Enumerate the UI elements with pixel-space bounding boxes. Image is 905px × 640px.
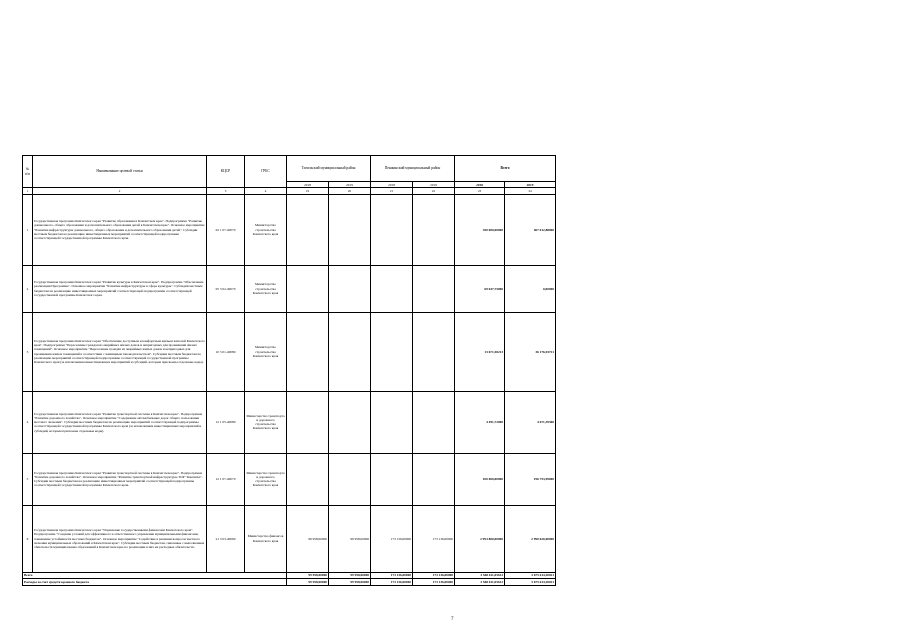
table-row	[23, 391, 556, 453]
row-penzhin-2018	[371, 391, 413, 453]
row-name: Государственная программа Камчатского края "Развитие транспортной системы в Камчатском крае". Подпрограмма "Развитие дорожного хозяйства". Основное мероприятие "Содержание автомобильных дорог общего пользования местного значения". Субсидии местным бюджетам на реализацию мероприятий соответствующей подпрограммы соответствующей государственной программы Камчатского края (за исключением инвестиционных мероприятий и субсидий, которым присвоены отдельные коды).	[33, 391, 207, 453]
row-total-2018: 13 671,58213	[455, 312, 505, 391]
row-tigil-2019	[329, 391, 371, 453]
row-total-2019: 36 176,93721	[505, 312, 556, 391]
col-number: 2	[33, 188, 207, 194]
row-kcsr: 02 1 07-40070	[207, 194, 245, 265]
row-penzhin-2019	[413, 391, 455, 453]
regional-all-2019: 3 675 614,20021	[505, 579, 556, 585]
row-number: 1	[23, 194, 33, 265]
row-total-2018: 69 647,75000	[455, 265, 505, 312]
header-penzhin: Пенжинский муниципальный район	[371, 156, 455, 182]
year-cell: 2018	[371, 182, 413, 188]
row-kcsr: 05 3 02-40070	[207, 265, 245, 312]
year-cell: 2018	[287, 182, 329, 188]
row-grbs: Министерство финансов Камчатского края	[245, 505, 287, 572]
row-tigil-2018	[287, 194, 329, 265]
row-total-2018: 350 000,00000	[455, 194, 505, 265]
header-grbs: ГРБС	[245, 156, 287, 188]
row-total-2018: 2 993 800,00000	[455, 505, 505, 572]
header-row	[23, 156, 556, 182]
row-grbs: Министерство строительства Камчатского края	[245, 194, 287, 265]
row-name: Государственная программа Камчатского края "Развитие транспортной системы в Камчатском крае". Подпрограмма "Развитие дорожного хозяйства". Основное мероприятие "Развитие транспортной инфраструктуры ТОР "Камчатка". Субсидии местным бюджетам на реализацию инвестиционных мероприятий соответствующей подпрограммы соответствующей государственной программы Камчатского края.	[33, 453, 207, 505]
regional-penzhin-2019: 173 136,00000	[413, 579, 455, 585]
row-grbs: Министерство транспорта и дорожного строительства Камчатского края	[245, 453, 287, 505]
row-tigil-2018	[287, 312, 329, 391]
row-name: Государственная программа Камчатского края "Развитие образования в Камчатском крае". Подпрограмма "Развитие дошкольного, общего образования и дополнительного образования детей в Камчатском крае". Основное мероприятие "Развитие инфраструктуры дошкольного, общего образования и дополнительного образования детей". Субсидии местным бюджетам на реализацию инвестиционных мероприятий соответствующей подпрограммы соответствующей государственной программы Камчатского края.	[33, 194, 207, 265]
row-penzhin-2019	[413, 265, 455, 312]
table-row	[23, 265, 556, 312]
row-total-2019: 2 990 620,00000	[505, 505, 556, 572]
row-kcsr: 21 3 03-40060	[207, 505, 245, 572]
regional-tigil-2018: 99 958,00000	[287, 579, 329, 585]
header-total: Всего	[455, 156, 556, 182]
row-penzhin-2018: 173 136,00000	[371, 505, 413, 572]
total-penzhin-2019: 173 136,00000	[413, 572, 455, 578]
row-kcsr: 10 3 01-40080	[207, 312, 245, 391]
total-all-2018: 3 568 611,05613	[455, 572, 505, 578]
col-number: 1	[23, 188, 33, 194]
row-penzhin-2018	[371, 194, 413, 265]
row-number: 2	[23, 265, 33, 312]
row-total-2019: 467 012,88000	[505, 194, 556, 265]
col-number: 22	[413, 188, 455, 194]
row-grbs: Министерство транспорта и дорожного строительства Камчатского края	[245, 391, 287, 453]
budget-sheet	[22, 155, 555, 586]
row-penzhin-2018	[371, 265, 413, 312]
row-grbs: Министерство строительства Камчатского края	[245, 312, 287, 391]
row-number: 6	[23, 505, 33, 572]
col-number: 24	[505, 188, 556, 194]
row-tigil-2019	[329, 265, 371, 312]
year-cell: 2019	[413, 182, 455, 188]
row-total-2018: 100 000,00000	[455, 453, 505, 505]
row-tigil-2019	[329, 312, 371, 391]
row-total-2019: 0,00000	[505, 265, 556, 312]
regional-penzhin-2018: 173 136,00000	[371, 579, 413, 585]
col-number: 20	[329, 188, 371, 194]
row-tigil-2018	[287, 265, 329, 312]
row-number: 3	[23, 312, 33, 391]
header-num: № п/п	[23, 156, 33, 188]
table-row	[23, 453, 556, 505]
table-row	[23, 312, 556, 391]
col-number: 23	[455, 188, 505, 194]
col-number: 4	[245, 188, 287, 194]
row-kcsr: 12 1 05-40080	[207, 391, 245, 453]
row-total-2019: 196 753,99000	[505, 453, 556, 505]
row-tigil-2018	[287, 453, 329, 505]
year-cell: 2018	[455, 182, 505, 188]
total-tigil-2019: 99 958,00000	[329, 572, 371, 578]
col-number: 19	[287, 188, 329, 194]
row-tigil-2019: 99 958,00000	[329, 505, 371, 572]
budget-table	[22, 155, 556, 586]
row-tigil-2019	[329, 453, 371, 505]
table-row	[23, 505, 556, 572]
header-kcsr: КЦСР	[207, 156, 245, 188]
row-name: Государственная программа Камчатского края "Обеспечение доступным и комфортным жильем жителей Камчатского края". Подпрограмма "Переселение граждан из аварийных жилых домов и непригодных для проживания жилых помещений". Основное мероприятие "Переселение граждан из аварийных жилых домов и непригодных для проживания жилых помещений в соответствии с жилищным законодательством". Субсидии местным бюджетам на реализацию мероприятий соответствующей подпрограммы соответствующей государственной программы Камчатского края (за исключением инвестиционных мероприятий и субсидий, которым присвоены отдельные коды).	[33, 312, 207, 391]
total-label: Всего	[23, 572, 287, 578]
total-penzhin-2018: 173 136,00000	[371, 572, 413, 578]
regional-label: Расходы за счет средств краевого бюджета	[23, 579, 287, 585]
row-penzhin-2019	[413, 312, 455, 391]
total-all-2019: 3 675 614,20021	[505, 572, 556, 578]
row-tigil-2019	[329, 194, 371, 265]
year-cell: 2019	[505, 182, 556, 188]
row-name: Государственная программа Камчатского края "Управление государственными финансами Камчатского края". Подпрограмма "Создание условий для эффективного и ответственного управления муниципальными финансами, повышение устойчивости местных бюджетов". Основное мероприятие "Содействие в решении вопросов местного значения муниципальных образований в Камчатском крае". Субсидии местным бюджетам, связанные с выполнением обязательств муниципальных образований в Камчатском крае по реализации в них их расходных обязательств.	[33, 505, 207, 572]
row-number: 4	[23, 391, 33, 453]
table-row	[23, 194, 556, 265]
row-penzhin-2018	[371, 312, 413, 391]
col-number: 21	[371, 188, 413, 194]
row-kcsr: 12 1 07-40070	[207, 453, 245, 505]
row-total-2019: 4 671,39300	[505, 391, 556, 453]
row-grbs: Министерство строительства Камчатского края	[245, 265, 287, 312]
row-penzhin-2019	[413, 194, 455, 265]
page-number: 7	[451, 617, 454, 622]
row-total-2018: 4 491,72000	[455, 391, 505, 453]
header-tigil: Тигильский муниципальный район	[287, 156, 371, 182]
row-penzhin-2019: 173 136,00000	[413, 505, 455, 572]
col-number: 3	[207, 188, 245, 194]
total-tigil-2018: 99 958,00000	[287, 572, 329, 578]
regional-all-2018: 3 568 611,05613	[455, 579, 505, 585]
row-tigil-2018	[287, 391, 329, 453]
row-tigil-2018: 99 958,00000	[287, 505, 329, 572]
row-penzhin-2019	[413, 453, 455, 505]
header-name: Наименование целевой статьи	[33, 156, 207, 188]
row-name: Государственная программа Камчатского края "Развитие культуры в Камчатском крае". Подпрограмма "Обеспечение реализации Программы". Основное мероприятие "Развитие инфраструктуры в сфере культуры". Субсидии местным бюджетам на реализацию инвестиционных мероприятий соответствующей подпрограммы соответствующей государственной программы Камчатского края.	[33, 265, 207, 312]
regional-tigil-2019: 99 958,00000	[329, 579, 371, 585]
row-number: 5	[23, 453, 33, 505]
regional-budget-row	[23, 579, 556, 585]
year-cell: 2019	[329, 182, 371, 188]
row-penzhin-2018	[371, 453, 413, 505]
